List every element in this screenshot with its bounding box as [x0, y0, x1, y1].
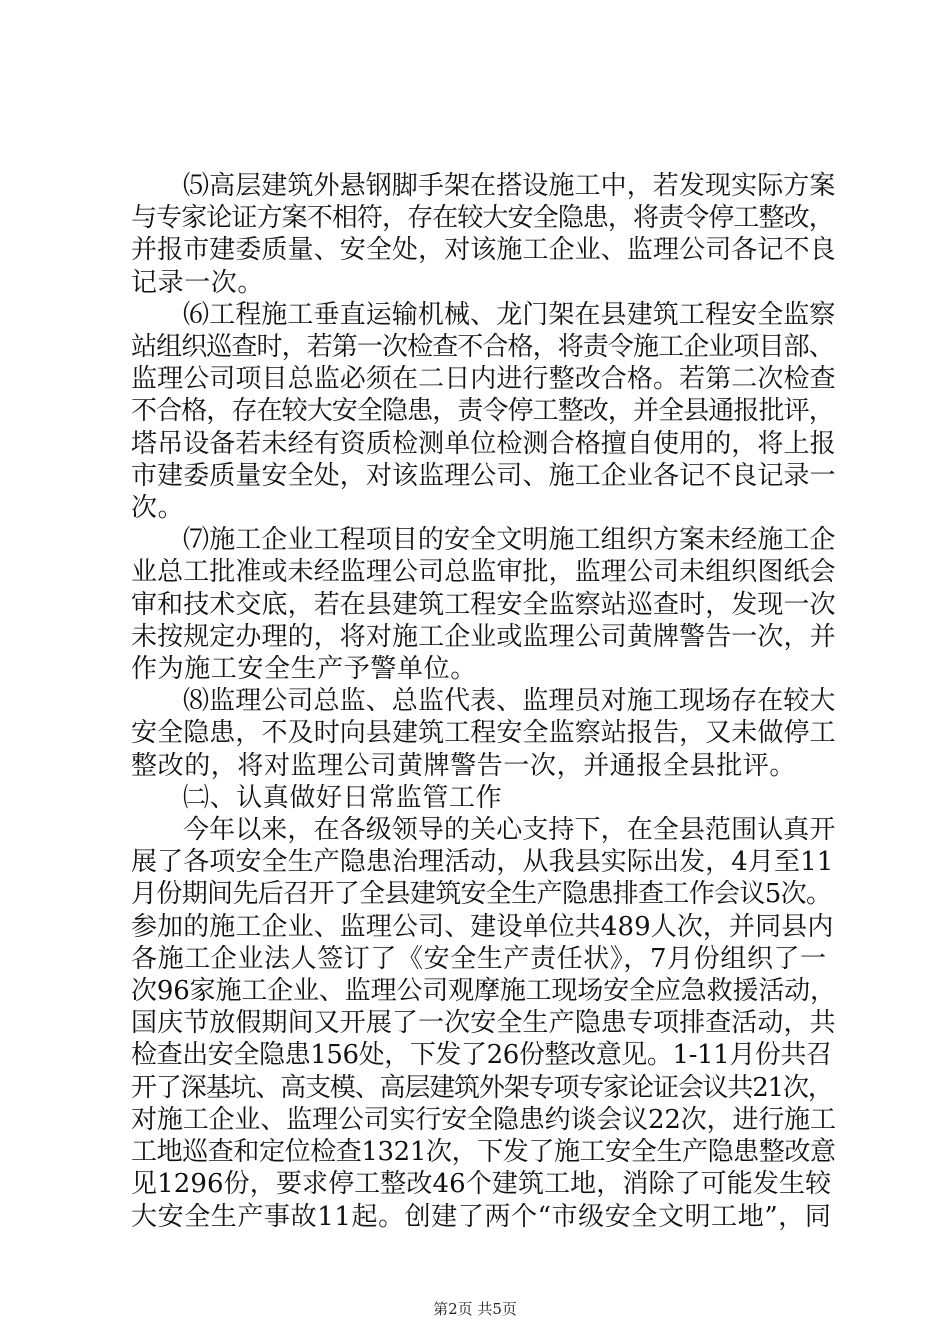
text-line: 不合格，存在较大安全隐患，责令停工整改，并全县通报批评，	[131, 396, 834, 427]
paragraph-body	[131, 814, 836, 1233]
paragraph-item-6	[131, 299, 836, 524]
text-line: 未按规定办理的，将对施工企业或监理公司黄牌警告一次，并	[131, 621, 836, 652]
paragraph-item-8	[131, 685, 836, 782]
text-line: ⑹工程施工垂直运输机械、龙门架在县建筑工程安全监察	[183, 299, 836, 330]
text-line: 业总工批准或未经监理公司总监审批，监理公司未组织图纸会	[131, 557, 836, 588]
text-line: 国庆节放假期间又开展了一次安全生产隐患专项排查活动，共	[131, 1008, 836, 1039]
text-line: 检查出安全隐患156处，下发了26份整改意见。1-11月份共召	[131, 1040, 832, 1071]
text-line: 对施工企业、监理公司实行安全隐患约谈会议22次，进行施工	[131, 1104, 836, 1135]
text-line: 见1296份，要求停工整改46个建筑工地，消除了可能发生较	[131, 1169, 832, 1200]
text-line: 各施工企业法人签订了《安全生产责任状》，7月份组织了一	[131, 943, 827, 974]
page-number-footer: 第2页 共5页	[433, 1300, 517, 1318]
text-line: 今年以来，在各级领导的关心支持下，在全县范围认真开	[183, 815, 836, 846]
text-line: 并报市建委质量、安全处，对该施工企业、监理公司各记不良	[131, 235, 836, 266]
text-line: ⑻监理公司总监、总监代表、监理员对施工现场存在较大	[183, 686, 836, 717]
text-line: 记录一次。	[131, 267, 265, 298]
document-body	[131, 170, 836, 1233]
text-line: 展了各项安全生产隐患治理活动，从我县实际出发，4月至11	[131, 847, 834, 878]
text-line: 月份期间先后召开了全县建筑安全生产隐患排查工作会议5次。	[131, 879, 832, 910]
text-line: 参加的施工企业、监理公司、建设单位共489人次，并同县内	[131, 911, 834, 942]
text-line: 次96家施工企业、监理公司观摩施工现场安全应急救援活动，	[131, 976, 836, 1007]
text-line: 塔吊设备若未经有资质检测单位检测合格擅自使用的，将上报	[131, 428, 836, 459]
text-line: 站组织巡查时，若第一次检查不合格，将责令施工企业项目部、	[131, 332, 834, 363]
text-line: 与专家论证方案不相符，存在较大安全隐患，将责令停工整改，	[131, 203, 834, 234]
text-line: 开了深基坑、高支模、高层建筑外架专项专家论证会议共21次，	[131, 1072, 833, 1103]
text-line: 大安全生产事故11起。创建了两个“市级安全文明工地”，同	[131, 1201, 832, 1232]
text-line: 安全隐患，不及时向县建筑工程安全监察站报告，又未做停工	[131, 718, 836, 749]
paragraph-item-5	[131, 170, 836, 299]
text-line: 次。	[131, 493, 185, 524]
text-line: ⑺施工企业工程项目的安全文明施工组织方案未经施工企	[183, 525, 836, 556]
text-line: 工地巡查和定位检查1321次，下发了施工安全生产隐患整改意	[131, 1137, 836, 1168]
text-line: 整改的，将对监理公司黄牌警告一次，并通报全县批评。	[131, 750, 797, 781]
text-line: 审和技术交底，若在县建筑工程安全监察站巡查时，发现一次	[131, 589, 836, 620]
text-line: ⑸高层建筑外悬钢脚手架在搭设施工中，若发现实际方案	[183, 171, 836, 201]
text-line: 市建委质量安全处，对该监理公司、施工企业各记不良记录一	[131, 460, 836, 491]
text-line: 作为施工安全生产予警单位。	[131, 654, 477, 685]
paragraph-item-7	[131, 524, 836, 685]
text-line: 监理公司项目总监必须在二日内进行整改合格。若第二次检查	[131, 364, 836, 395]
section-heading: ㈡、认真做好日常监管工作	[183, 782, 503, 813]
